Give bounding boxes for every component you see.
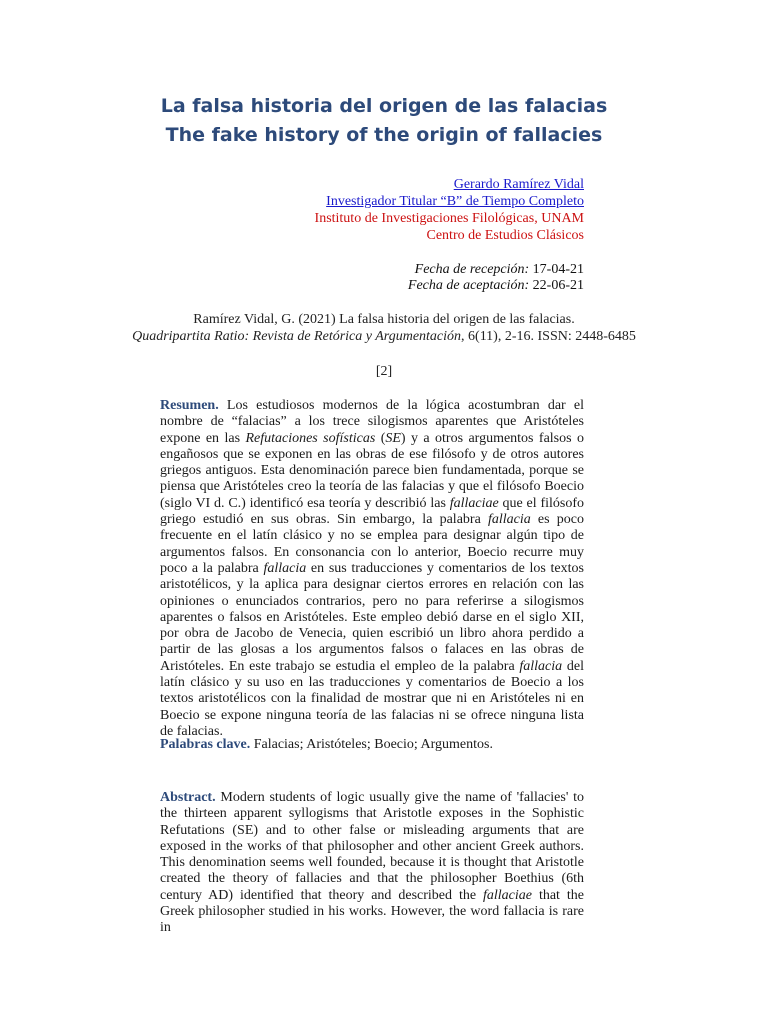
author-name-link[interactable] <box>454 176 584 193</box>
resumen-italic: fallaciae <box>449 495 499 511</box>
abstract-paragraph <box>160 790 584 937</box>
page-marker: [2] <box>375 364 393 379</box>
citation-rest: , 6(11), 2-16. ISSN: 2448-6485 <box>461 329 636 344</box>
abstract-label: Abstract. <box>160 790 216 805</box>
title-spanish: La falsa historia del origen de las falacias <box>160 95 608 117</box>
resumen-paragraph <box>160 398 584 740</box>
resumen-italic: fallacia <box>263 560 307 576</box>
title-english: The fake history of the origin of fallacies <box>165 124 603 146</box>
date-received-label: Fecha de recepción: <box>414 262 530 277</box>
date-accepted-value: 22-06-21 <box>532 278 584 293</box>
author-institute: Instituto de Investigaciones Filológicas, UNAM <box>314 211 584 226</box>
resumen-label: Resumen. <box>160 398 219 413</box>
keywords-label: Palabras clave. <box>160 737 251 752</box>
abstract-text: that the Greek philosopher studied in his works. However, the word fallacia is rare in <box>160 887 584 936</box>
resumen-text: Los estudiosos modernos de la lógica acostumbran dar el nombre de “falacias” a los trece silogismos aparentes que Aristóteles expone en las <box>160 398 584 446</box>
keywords-text: Falacias; Aristóteles; Boecio; Argumentos. <box>250 737 493 752</box>
resumen-italic: Refutaciones sofísticas <box>245 430 376 446</box>
citation-line-1: Ramírez Vidal, G. (2021) La falsa historia del origen de las falacias. <box>193 312 575 327</box>
date-received-value: 17-04-21 <box>532 262 584 277</box>
date-received <box>415 261 584 278</box>
resumen-italic: fallacia <box>519 658 563 674</box>
keywords-paragraph <box>160 737 584 753</box>
resumen-text: ( <box>375 430 386 446</box>
citation-journal: Quadripartita Ratio: Revista de Retórica y Argumentación <box>132 329 462 344</box>
date-accepted-label: Fecha de aceptación: <box>407 278 530 293</box>
author-position-link[interactable] <box>326 193 584 210</box>
author-position[interactable]: Investigador Titular “B” de Tiempo Completo <box>326 194 584 209</box>
author-name[interactable]: Gerardo Ramírez Vidal <box>453 177 584 192</box>
date-accepted <box>408 277 584 294</box>
author-center: Centro de Estudios Clásicos <box>426 228 584 243</box>
resumen-text: que el filósofo griego estudió en sus obras. Sin embargo, la palabra <box>160 495 585 528</box>
resumen-text: ) y a otros argumentos falsos o engañosos que se exponen en las obras de ese filósofo y de otros autores griegos antiguos. Esta denominación parece bien fundamentada, porque se piensa que Aristóteles creo la teoría de las falacias y que el filósofo Boecio (siglo VI d. C.) identificó esa teoría y describió las <box>160 430 584 511</box>
abstract-italic: fallaciae <box>483 887 532 903</box>
resumen-text: del latín clásico y su uso en las traducciones y comentarios de Boecio a los textos aristotélicos con la finalidad de mostrar que ni en Aristóteles ni en Boecio se expone ninguna teoría de las falacias ni se ofrece ninguna lista de falacias. <box>160 658 584 739</box>
resumen-italic: SE <box>385 430 401 446</box>
citation-line-2 <box>0 328 768 345</box>
resumen-text: en sus traducciones y comentarios de los textos aristotélicos, y la aplica para designar ciertos errores en relación con las opiniones o enunciados contrarios, pero no para referirse a silogismos aparentes o falsos en Aristóteles. Este empleo debió darse en el siglo XII, por obra de Jacobo de Venecia, quien escribió un libro ahora perdido a partir de las glosas a los argumentos falsos o falaces en las obras de Aristóteles. En este trabajo se estudia el empleo de la palabra <box>160 560 584 674</box>
resumen-italic: fallacia <box>487 512 531 528</box>
abstract-text: Modern students of logic usually give the name of 'fallacies' to the thirteen apparent syllogisms that Aristotle exposes in the Sophistic Refutations (SE) and to other false or misleading arguments that are exposed in the works of that philosopher and other ancient Greek authors. This denomination seems well founded, because it is thought that Aristotle created the theory of fallacies and that the philosopher Boethius (6th century AD) identified that theory and described the <box>160 790 584 903</box>
resumen-text: es poco frecuente en el latín clásico y no se emplea para designar algún tipo de argumentos falsos. En consonancia con lo anterior, Boecio recurre muy poco a la palabra <box>160 512 584 576</box>
